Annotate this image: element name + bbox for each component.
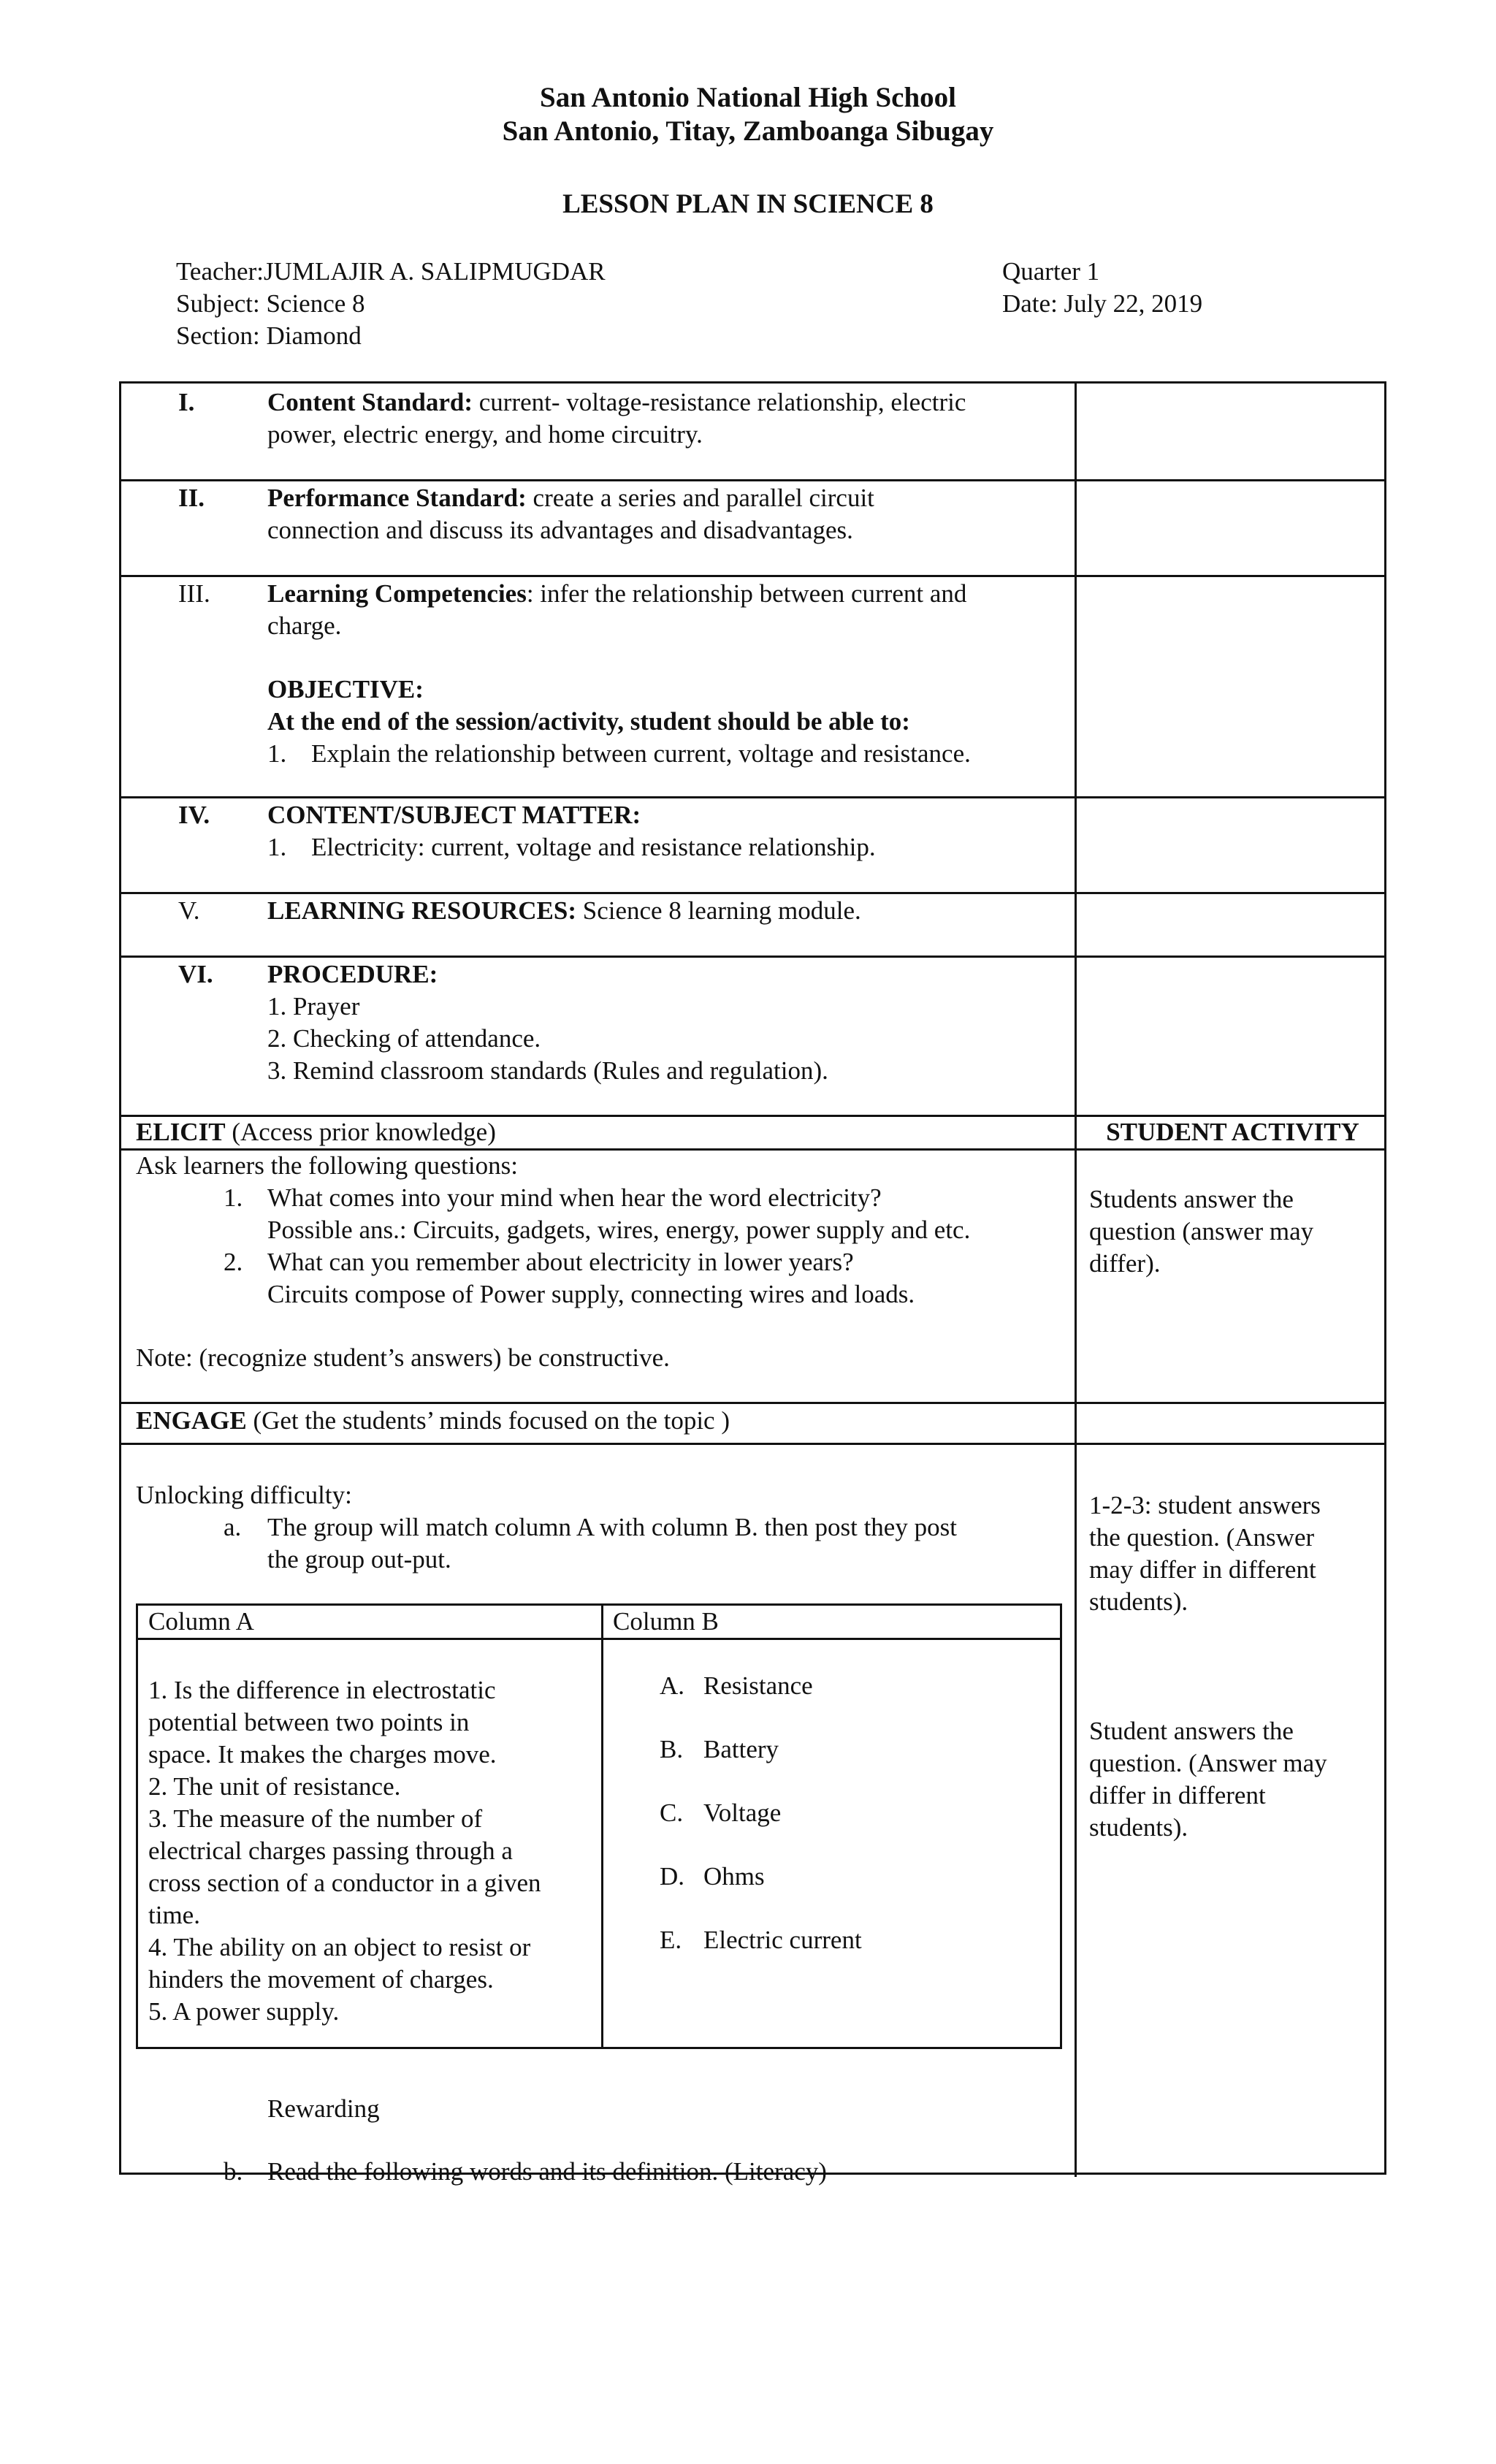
elicit-note: Note: (recognize student’s answers) be constructive.: [136, 1343, 670, 1372]
elicit-label: ELICIT: [136, 1118, 226, 1146]
section-label: CONTENT/SUBJECT MATTER:: [267, 801, 641, 829]
elicit-answer: Circuits compose of Power supply, connecting wires and loads.: [267, 1280, 915, 1308]
rewarding-label: Rewarding: [267, 2094, 380, 2123]
section-label: Learning Competencies: [267, 579, 527, 608]
student-answer-line: differ in different: [1089, 1781, 1266, 1809]
engage-student-answer-1: [1089, 1490, 1381, 1618]
subject-line: Subject: Science 8: [176, 289, 365, 318]
student-answer-line: question (answer may: [1089, 1217, 1314, 1246]
section-number: VI.: [178, 960, 213, 988]
student-answer-line: the question. (Answer: [1089, 1523, 1315, 1552]
engage-literacy-text: Read the following words and its definition. (Literacy): [267, 2157, 827, 2186]
student-answer-line: differ).: [1089, 1249, 1161, 1278]
student-answer-line: question. (Answer may: [1089, 1749, 1327, 1777]
row-divider: [121, 892, 1384, 894]
row-divider: [121, 575, 1384, 577]
engage-subtitle: (Get the students’ minds focused on the topic ): [246, 1406, 730, 1435]
unlocking-label: Unlocking difficulty:: [136, 1481, 352, 1509]
section-number: III.: [178, 579, 210, 608]
elicit-body: [136, 1150, 1071, 1374]
engage-header: [136, 1405, 1071, 1437]
procedure-item: 1. Prayer: [267, 992, 360, 1021]
row-divider: [121, 796, 1384, 798]
engage-instruction: The group will match column A with column B. then post they post: [267, 1513, 957, 1541]
student-answer-line: 1-2-3: student answers: [1089, 1491, 1321, 1519]
column-b-letter: B.: [660, 1735, 684, 1763]
column-a-list: [148, 1674, 601, 2028]
column-a-line: 5. A power supply.: [148, 1997, 340, 2026]
column-b-text: Resistance: [703, 1671, 813, 1700]
column-a-line: 4. The ability on an object to resist or: [148, 1933, 531, 1961]
elicit-header: [136, 1116, 1071, 1148]
procedure-item: 3. Remind classroom standards (Rules and regulation).: [267, 1056, 828, 1085]
objective-subtitle: At the end of the session/activity, student should be able to:: [267, 707, 910, 736]
engage-instruction: the group out-put.: [267, 1545, 451, 1574]
date-line: Date: July 22, 2019: [1002, 289, 1203, 318]
section-number: V.: [178, 896, 200, 925]
section-text: connection and discuss its advantages and disadvantages.: [267, 516, 853, 544]
student-answer-line: may differ in different: [1089, 1555, 1316, 1584]
subject-item: Electricity: current, voltage and resistance relationship.: [311, 833, 876, 861]
column-a-line: 2. The unit of resistance.: [148, 1772, 401, 1801]
elicit-answer: Possible ans.: Circuits, gadgets, wires, energy, power supply and etc.: [267, 1216, 971, 1244]
column-a-header: Column A: [148, 1607, 254, 1636]
section-text: power, electric energy, and home circuitry.: [267, 420, 703, 449]
matching-table: [136, 1603, 1062, 2049]
plan-title: LESSON PLAN IN SCIENCE 8: [562, 189, 934, 219]
column-b-list: [601, 1670, 1061, 1988]
student-answer-line: Student answers the: [1089, 1717, 1294, 1745]
section-label: Content Standard:: [267, 388, 473, 416]
column-b-text: Electric current: [703, 1926, 862, 1954]
column-b-letter: A.: [660, 1671, 685, 1700]
section-label: PROCEDURE:: [267, 960, 438, 988]
elicit-subtitle: (Access prior knowledge): [225, 1118, 496, 1146]
section-number: IV.: [178, 801, 210, 829]
list-number: 1.: [224, 1183, 243, 1212]
section-label: LEARNING RESOURCES:: [267, 896, 576, 925]
column-a-line: time.: [148, 1901, 200, 1929]
student-answer-line: Students answer the: [1089, 1185, 1294, 1213]
procedure-item: 2. Checking of attendance.: [267, 1024, 541, 1053]
row-divider: [138, 1638, 1060, 1640]
elicit-intro: Ask learners the following questions:: [136, 1151, 518, 1180]
section-text: : infer the relationship between current and: [526, 579, 967, 608]
list-letter: b.: [224, 2157, 243, 2186]
section-number: II.: [178, 484, 205, 512]
column-b-text: Battery: [703, 1735, 779, 1763]
column-b-letter: D.: [660, 1862, 685, 1891]
section-text: charge.: [267, 611, 342, 640]
column-a-line: 3. The measure of the number of: [148, 1804, 483, 1833]
teacher-line: Teacher:JUMLAJIR A. SALIPMUGDAR: [176, 257, 606, 286]
row-divider: [121, 479, 1384, 481]
column-a-line: cross section of a conductor in a given: [148, 1869, 541, 1897]
student-answer-line: students).: [1089, 1587, 1188, 1616]
list-number: 1.: [267, 739, 287, 768]
section-line: Section: Diamond: [176, 321, 362, 350]
list-number: 2.: [224, 1248, 243, 1276]
objective-item: Explain the relationship between current, voltage and resistance.: [311, 739, 971, 768]
student-activity-label: STUDENT ACTIVITY: [1106, 1118, 1359, 1146]
engage-body: [136, 1479, 1071, 1576]
engage-student-answer-2: [1089, 1715, 1381, 1844]
column-b-text: Ohms: [703, 1862, 765, 1891]
lesson-plan-table: [119, 381, 1386, 2186]
column-divider: [1075, 384, 1077, 2177]
column-b-letter: E.: [660, 1926, 682, 1954]
row-divider: [121, 1443, 1384, 1445]
objective-label: OBJECTIVE:: [267, 675, 424, 703]
column-a-line: potential between two points in: [148, 1708, 470, 1736]
section-text: current- voltage-resistance relationship, electric: [473, 388, 966, 416]
column-b-text: Voltage: [703, 1799, 782, 1827]
column-b-letter: C.: [660, 1799, 684, 1827]
row-divider: [121, 1402, 1384, 1404]
quarter-line: Quarter 1: [1002, 257, 1100, 286]
column-b-header: Column B: [613, 1607, 719, 1636]
row-divider: [121, 956, 1384, 958]
student-activity-header: [1077, 1116, 1389, 1148]
engage-label: ENGAGE: [136, 1406, 247, 1435]
column-a-line: space. It makes the charges move.: [148, 1740, 497, 1769]
list-number: 1.: [267, 833, 287, 861]
list-letter: a.: [224, 1513, 242, 1541]
elicit-student-answer: [1089, 1183, 1381, 1280]
column-a-line: hinders the movement of charges.: [148, 1965, 494, 1994]
school-name: San Antonio National High School: [540, 82, 956, 113]
section-text: Science 8 learning module.: [576, 896, 861, 925]
school-address: San Antonio, Titay, Zamboanga Sibugay: [502, 115, 994, 147]
elicit-question: What can you remember about electricity in lower years?: [267, 1248, 854, 1276]
elicit-question: What comes into your mind when hear the word electricity?: [267, 1183, 882, 1212]
student-answer-line: students).: [1089, 1813, 1188, 1842]
column-a-line: electrical charges passing through a: [148, 1836, 513, 1865]
section-number: I.: [178, 388, 195, 416]
column-a-line: 1. Is the difference in electrostatic: [148, 1676, 496, 1704]
section-label: Performance Standard:: [267, 484, 527, 512]
section-text: create a series and parallel circuit: [526, 484, 874, 512]
